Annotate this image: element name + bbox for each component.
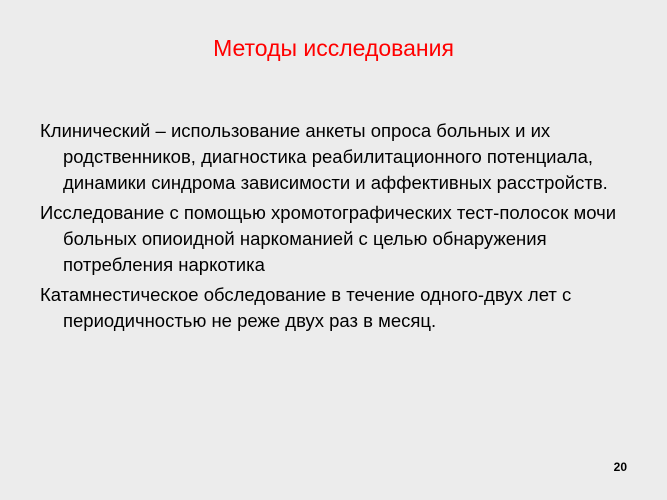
- bullet-point-test-strips: Исследование с помощью хромотографических тест-полосок мочи больных опиоидной наркоманией с целью обнаружения потребления наркотика: [40, 202, 617, 275]
- bullet-point-clinical: Клинический – использование анкеты опроса больных и их родственников, диагностика реабилитационного потенциала, динамики синдрома зависимости и аффективных расстройств.: [40, 120, 608, 193]
- page-number: 20: [613, 460, 627, 474]
- slide-title: Методы исследования: [213, 35, 454, 61]
- bullet-point-follow-up: Катамнестическое обследование в течение одного-двух лет с периодичностью не реже двух раз в месяц.: [40, 284, 572, 331]
- bullet-list: [40, 118, 636, 338]
